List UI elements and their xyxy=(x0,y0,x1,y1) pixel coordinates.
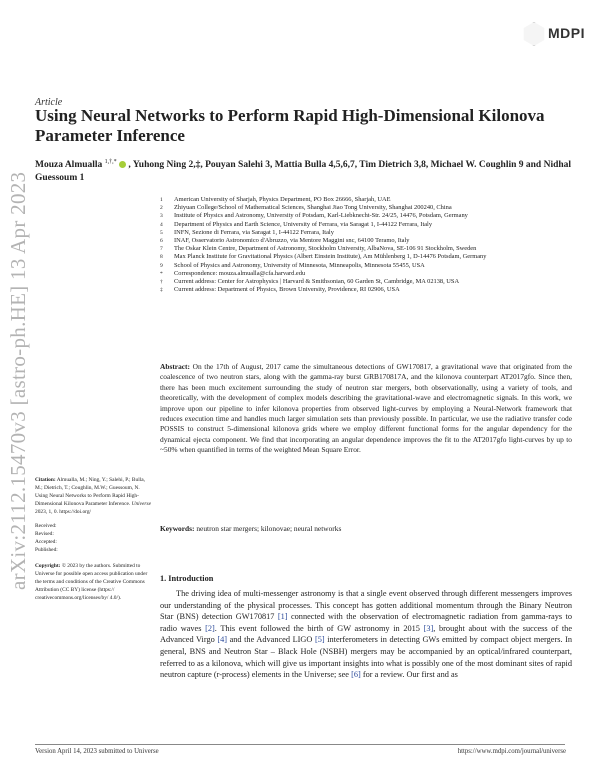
affiliation-text: Current address: Department of Physics, Brown University, Providence, RI 02906, USA xyxy=(174,286,400,294)
citation-link[interactable]: [5] xyxy=(314,635,325,645)
author-list xyxy=(35,156,575,185)
affiliation-text: Correspondence: mouza.almualla@cfa.harvard.edu xyxy=(174,269,306,277)
affiliation-item xyxy=(160,212,580,220)
citation-label: Citation: xyxy=(35,477,56,483)
section-title: 1. Introduction xyxy=(160,574,214,583)
affiliation-mark: 7 xyxy=(160,246,163,253)
affiliation-item xyxy=(160,204,580,212)
footer-version: Version April 14, 2023 submitted to Universe xyxy=(35,748,159,755)
affiliation-item xyxy=(160,237,580,245)
affiliation-item xyxy=(160,221,580,229)
affiliation-mark: 3 xyxy=(160,213,163,220)
affiliation-text: INFN, Sezione di Ferrara, via Saragat 1, I-44122 Ferrara, Italy xyxy=(174,228,334,236)
affiliation-text: The Oskar Klein Centre, Department of Astronomy, Stockholm University, AlbaNova, SE-106 91 Stockholm, Sweden xyxy=(174,245,477,253)
affiliation-mark: 5 xyxy=(160,229,163,236)
affiliation-item xyxy=(160,229,580,237)
affiliation-text: American University of Sharjah, Physics Department, PO Box 26666, Sharjah, UAE xyxy=(174,196,391,203)
mdpi-logo-text: MDPI xyxy=(548,25,585,41)
other-authors: , Yuhong Ning 2,‡, Pouyan Salehi 3, Mattia Bulla 4,5,6,7, Tim Dietrich 3,8, Michael W. Coughlin 9 and Nidhal Guessoum 1 xyxy=(35,160,572,184)
intro-section xyxy=(160,588,572,681)
affiliation-mark: 1 xyxy=(160,197,163,203)
citation-tail[interactable]: 2023, 1, 0. https://doi.org/ xyxy=(35,509,92,515)
article-type: Article xyxy=(35,97,63,108)
accepted-date: Accepted: xyxy=(35,539,57,545)
affiliation-item xyxy=(160,245,580,253)
keywords xyxy=(160,524,572,533)
citation-link[interactable]: [3] xyxy=(423,623,434,633)
mdpi-hexagon-icon xyxy=(522,22,546,46)
keywords-text: neutron star mergers; kilonovae; neural networks xyxy=(196,524,342,533)
footer-journal-url[interactable]: https://www.mdpi.com/journal/universe xyxy=(457,748,566,755)
affiliation-mark: 4 xyxy=(160,221,163,228)
affiliation-mark: † xyxy=(160,279,163,286)
citation-block xyxy=(35,476,153,516)
citation-link[interactable]: [6] xyxy=(351,670,361,680)
affiliation-mark: ‡ xyxy=(160,287,163,294)
affiliation-item xyxy=(160,286,580,294)
affiliation-text: Current address: Center for Astrophysics | Harvard & Smithsonian, 60 Garden St, Cambridge, MA 02138, USA xyxy=(174,278,460,286)
affiliation-list xyxy=(160,196,580,294)
affiliation-item xyxy=(160,262,580,270)
citation-link[interactable]: [4] xyxy=(217,635,228,645)
abstract xyxy=(160,362,572,456)
affiliation-text: INAF, Osservatorio Astronomico d'Abruzzo, via Mentore Maggini snc, 64100 Teramo, Italy xyxy=(174,237,410,245)
copyright-label: Copyright: xyxy=(35,563,61,569)
affiliation-text: Zhiyuan College/School of Mathematical Sciences, Shanghai Jiao Tong University, Shanghai 200240, China xyxy=(174,204,452,212)
abstract-text: On the 17th of August, 2017 came the simultaneous detections of GW170817, a gravitational wave that originated from the coalescence of two neutron stars, along with the gamma-ray burst GRB170817A, and the kilonova counterpart AT2017gfo. Since then, there has been much excitement surrounding the study of neutron star mergers, both observationally, using a variety of tools, and theoretically, with the development of complex models describing the gravitational-wave and electromagnetic signals. In this work, we improve upon our pipeline to infer kilonova properties from observed light-curves by employing a Neural-Network framework that reduces execution time and handles much larger simulation sets than previously possible. In particular, we use the radiative transfer code POSSIS to construct 5-dimensional kilonova grids where we employ different functional forms for the angular dependency for the dynamical ejecta component. We find that incorporating an angular dependence improves the fit to the AT2017gfo light-curves by up to ~50% when quantified in terms of the weighted Mean Square Error. xyxy=(160,362,572,455)
published-date: Published: xyxy=(35,547,58,553)
citation-text: Almualla, M.; Ning, Y.; Salehi, P.; Bulla, M.; Dietrich, T.; Coughlin, M.W.; Guessoum, N. Using Neural Networks to Perform Rapid High-Dimensional Kilonova Parameter Inference. xyxy=(35,477,145,507)
copyright-block xyxy=(35,562,153,602)
affiliation-item xyxy=(160,196,580,204)
first-author-marks: 1,†,* xyxy=(104,159,117,165)
affiliation-mark: 8 xyxy=(160,254,163,261)
keywords-label: Keywords: xyxy=(160,524,195,533)
citation-journal: Universe xyxy=(131,501,152,507)
revised-date: Revised: xyxy=(35,531,54,537)
mdpi-logo xyxy=(522,22,586,48)
affiliation-mark: * xyxy=(160,270,163,277)
orcid-icon[interactable] xyxy=(119,161,126,168)
affiliation-mark: 6 xyxy=(160,238,163,245)
affiliation-item xyxy=(160,270,580,278)
affiliation-item xyxy=(160,278,580,286)
first-author: Mouza Almualla xyxy=(35,160,103,171)
affiliation-text: Department of Physics and Earth Science, University of Ferrara, via Saragat 1, I-44122 Ferrara, Italy xyxy=(174,220,433,228)
footer-rule xyxy=(35,744,565,745)
arxiv-stamp: arXiv:2112.15470v3 [astro-ph.HE] 13 Apr 2023 xyxy=(6,171,30,590)
affiliation-text: Max Planck Institute for Gravitational Physics (Albert Einstein Institute), Am Mühlenberg 1, D-14476 Potsdam, Germany xyxy=(174,253,487,261)
received-date: Received: xyxy=(35,523,57,529)
intro-paragraph: The driving idea of multi-messenger astronomy is that a single event observed through different messengers improves our understanding of the physical processes. This concept has gotten additional momentum through the Binary Neutron Star (BNS) detection GW170817 [1] connected with the observation of electromagnetic radiation from gamma-rays to radio waves [2]. This event followed the birth of GW astronomy in 2015 [3], brought about with the success of the Advanced Virgo [4] and the Advanced LIGO [5] interferometers in detecting GWs emitted by compact object mergers. In general, BNS and Neutron Star – Black Hole (NSBH) mergers may be accompanied by an optical/infrared counterpart, referred to as a kilonova, which will give us important insights into what is possibly one of the most dominant sites of rapid neutron capture (r-process) elements in the Universe; see [6] for a review. Our first and as xyxy=(160,589,572,680)
affiliation-text: School of Physics and Astronomy, University of Minnesota, Minneapolis, Minnesota 55455, USA xyxy=(174,261,425,269)
sidebar xyxy=(35,476,153,602)
affiliation-text: Institute of Physics and Astronomy, University of Potsdam, Karl-Liebknecht-Str. 24/25, 14476, Potsdam, Germany xyxy=(174,212,468,220)
paper-title: Using Neural Networks to Perform Rapid High-Dimensional Kilonova Parameter Inference xyxy=(35,106,545,145)
abstract-label: Abstract: xyxy=(160,362,190,371)
citation-link[interactable]: [1] xyxy=(277,612,288,622)
affiliation-mark: 9 xyxy=(160,262,163,269)
copyright-text[interactable]: © 2023 by the authors. Submitted to Universe for possible open access publication under the terms and conditions of the Creative Commons Attribution (CC BY) license (https:// creativecommons.org/licenses/by/ 4.0/). xyxy=(35,563,148,601)
affiliation-item xyxy=(160,253,580,261)
citation-link[interactable]: [2] xyxy=(205,623,215,633)
affiliation-mark: 2 xyxy=(160,205,163,212)
